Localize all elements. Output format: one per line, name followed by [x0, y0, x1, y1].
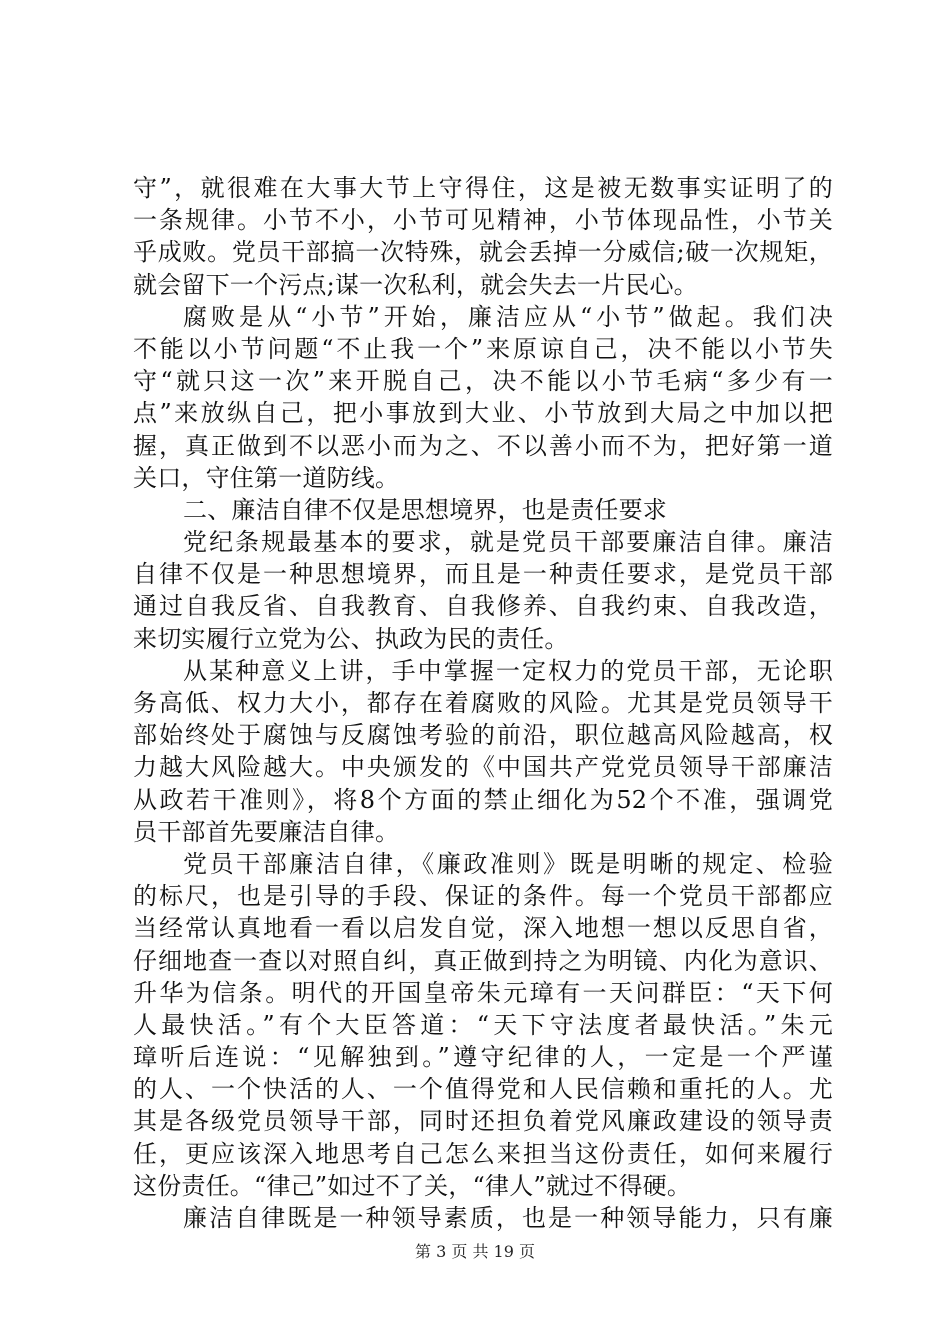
- text-line: 腐败是从“小节”开始，廉洁应从“小节”做起。我们决: [183, 302, 833, 331]
- text-line: 从某种意义上讲，手中掌握一定权力的党员干部，无论职: [183, 656, 833, 685]
- text-line: 关口，守住第一道防线。: [133, 463, 400, 492]
- text-line: 升华为信条。明代的开国皇帝朱元璋有一天问群臣：“天下何: [133, 978, 833, 1007]
- text-line: 这份责任。“律己”如过不了关，“律人”就过不得硬。: [133, 1171, 692, 1200]
- text-line: 人最快活。”有个大臣答道：“天下守法度者最快活。”朱元: [133, 1010, 833, 1039]
- text-line: 从政若干准则》，将8个方面的禁止细化为52个不准，强调党: [133, 785, 833, 814]
- text-line: 员干部首先要廉洁自律。: [133, 817, 400, 846]
- text-line: 守“就只这一次”来开脱自己，决不能以小节毛病“多少有一: [133, 367, 833, 396]
- text-line: 就会留下一个污点;谋一次私利，就会失去一片民心。: [133, 270, 698, 299]
- text-line: 璋听后连说：“见解独到。”遵守纪律的人，一定是一个严谨: [133, 1043, 833, 1072]
- body-text: [133, 172, 833, 1234]
- text-line: 的人、一个快活的人、一个值得党和人民信赖和重托的人。尤: [133, 1075, 833, 1104]
- text-line: 不能以小节问题“不止我一个”来原谅自己，决不能以小节失: [133, 334, 833, 363]
- text-line: 通过自我反省、自我教育、自我修养、自我约束、自我改造，: [133, 592, 833, 621]
- text-line: 点”来放纵自己，把小事放到大业、小节放到大局之中加以把: [133, 399, 833, 428]
- text-line: 二、廉洁自律不仅是思想境界，也是责任要求: [183, 495, 667, 524]
- page-footer: 第 3 页 共 19 页: [415, 1242, 535, 1261]
- text-line: 廉洁自律既是一种领导素质，也是一种领导能力，只有廉: [183, 1204, 833, 1232]
- text-line: 来切实履行立党为公、执政为民的责任。: [133, 624, 569, 653]
- text-line: 任，更应该深入地思考自己怎么来担当这份责任，如何来履行: [133, 1139, 833, 1168]
- text-line: 乎成败。党员干部搞一次特殊，就会丢掉一分威信;破一次规矩，: [133, 238, 833, 267]
- text-line: 其是各级党员领导干部，同时还担负着党风廉政建设的领导责: [133, 1107, 833, 1136]
- text-line: 握，真正做到不以恶小而为之、不以善小而不为，把好第一道: [133, 431, 833, 460]
- text-line: 守”，就很难在大事大节上守得住，这是被无数事实证明了的: [133, 174, 833, 202]
- text-line: 自律不仅是一种思想境界，而且是一种责任要求，是党员干部: [133, 560, 833, 589]
- text-line: 党员干部廉洁自律，《廉政准则》既是明晰的规定、检验: [183, 849, 833, 878]
- text-line: 务高低、权力大小，都存在着腐败的风险。尤其是党员领导干: [133, 689, 833, 717]
- text-line: 仔细地查一查以对照自纠，真正做到持之为明镜、内化为意识、: [133, 946, 833, 975]
- text-line: 当经常认真地看一看以启发自觉，深入地想一想以反思自省，: [133, 914, 833, 943]
- text-line: 部始终处于腐蚀与反腐蚀考验的前沿，职位越高风险越高，权: [133, 721, 833, 750]
- text-line: 力越大风险越大。中央颁发的《中国共产党党员领导干部廉洁: [133, 753, 833, 782]
- text-line: 一条规律。小节不小，小节可见精神，小节体现品性，小节关: [133, 206, 833, 235]
- text-line: 党纪条规最基本的要求，就是党员干部要廉洁自律。廉洁: [183, 528, 833, 557]
- text-line: 的标尺，也是引导的手段、保证的条件。每一个党员干部都应: [133, 882, 833, 911]
